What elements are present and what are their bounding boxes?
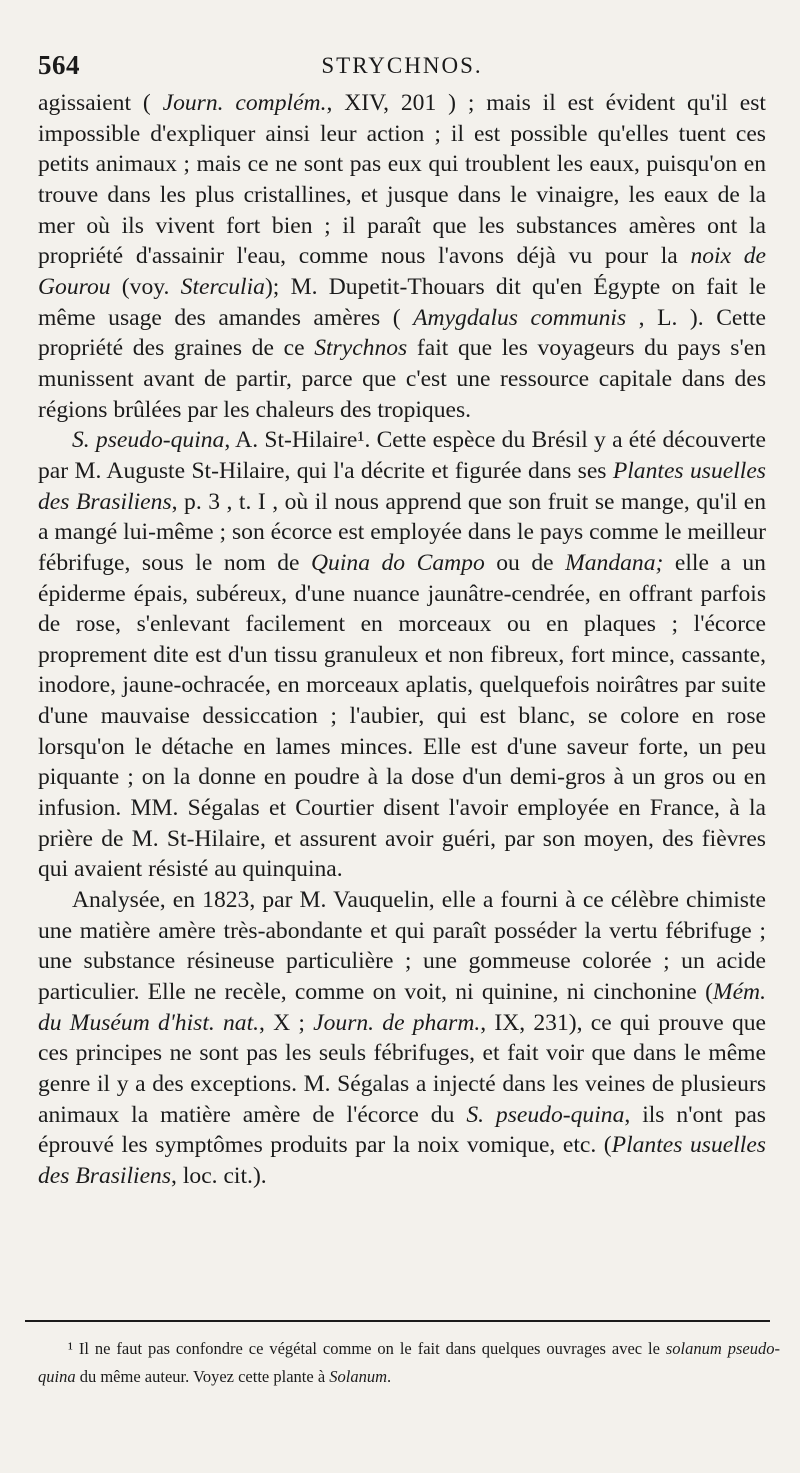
text-run: (voy. (110, 273, 181, 300)
italic-text: Mandana; (565, 549, 664, 576)
italic-text: S. pseudo-quina (72, 427, 225, 454)
body-text (38, 88, 766, 1192)
footnotes (38, 1335, 780, 1391)
text-run: , loc. cit.). (171, 1162, 267, 1189)
italic-text: Amygdalus communis (413, 304, 627, 331)
italic-text: Solanum (329, 1367, 388, 1386)
italic-text: S. pseudo-quina (466, 1101, 625, 1128)
text-run: fait que les voyageurs du pays s'en munissent avant de partir, parce que c'est une ressource capitale dans des régions brûlées par les chaleurs des tropiques. (38, 335, 766, 423)
paragraph (38, 88, 766, 425)
paragraph (38, 425, 766, 885)
text-run: , ils n'ont pas éprouvé les symptômes produits par la noix vomique, etc. ( (38, 1101, 766, 1159)
italic-text: Mém. du Muséum d'hist. nat. (38, 979, 766, 1036)
text-run: , p. 3 , t. I , où il nous apprend que son fruit se mange, qu'il en a mangé lui-même ; son écorce est employée dans le pays comme le meilleur fébrifuge, sous le nom de (38, 488, 766, 576)
text-run: Analysée, en 1823, par M. Vauquelin, elle a fourni à ce célèbre chimiste une matière amère très-abondante et qui paraît posséder la vertu fébrifuge ; une substance résineuse particulière ; une gommeuse colorée ; un acide particulier. Elle ne recèle, comme on voit, ni quinine, ni cinchonine ( (38, 887, 766, 1006)
text-run: elle a un épiderme épais, subéreux, d'une nuance jaunâtre-cendrée, en offrant parfois de rose, s'enlevant facilement en morceaux ou en plaques ; l'écorce proprement dite est d'un tissu granuleux et non fibreux, fort mince, cassante, inodore, jaune-ochracée, en morceaux aplatis, quelquefois noirâtres par suite d'une mauvaise dessiccation ; l'aubier, qui est blanc, se colore en rose lorsqu'on le détache en lames minces. Elle est d'une saveur forte, un peu piquante ; on la donne en poudre à la dose d'un demi-gros à un gros ou en infusion. MM. Ségalas et Courtier disent l'avoir employée en France, à la prière de M. St-Hilaire, et assurent avoir guéri, par son moyen, des fièvres qui avaient résisté au quinquina. (38, 549, 766, 883)
italic-text: Journ. de pharm. (313, 1009, 481, 1036)
italic-text: Plantes usuelles des Brasiliens (38, 457, 766, 515)
italic-text: Sterculia (180, 273, 265, 300)
text-run: , L. ). Cette propriété des graines de ce (38, 304, 766, 362)
footnote-divider (25, 1320, 770, 1322)
text-run: , A. St-Hilaire¹. Cette espèce du Brésil y a été découverte par M. Auguste St-Hilaire, qui l'a décrite et figurée dans ses (38, 427, 766, 484)
italic-text: solanum pseudo-quina (38, 1339, 780, 1386)
text-run: du même auteur. Voyez cette plante à (75, 1367, 330, 1386)
italic-text: Plantes usuelles des Brasiliens (38, 1132, 766, 1189)
text-run: ¹ Il ne faut pas confondre ce végétal comme on le fait dans quelques ouvrages avec le (68, 1339, 666, 1358)
text-run: , XIV, 201 ) ; mais il est évident qu'il est impossible d'expliquer ainsi leur action ; il est possible qu'elles tuent ces petits animaux ; mais ce ne sont pas eux qui troublent les eaux, puisqu'on en trouve dans les plus cristallines, et jusque dans le vinaigre, les eaux de la mer où ils vivent fort bien ; il paraît que les substances amères ont la propriété d'assainir l'eau, comme nous l'avons déjà vu pour la (38, 90, 766, 270)
italic-text: Quina do Campo (311, 549, 485, 576)
text-run: . (387, 1367, 392, 1386)
italic-text: Strychnos (314, 335, 408, 362)
page-header (38, 50, 766, 88)
text-run: ou de (484, 549, 566, 576)
book-page (38, 50, 766, 1192)
page-number: 564 (38, 50, 80, 80)
text-run: ); M. Dupetit-Thouars dit qu'en Égypte on fait le même usage des amandes amères ( (38, 273, 766, 331)
text-run: , IX, 231), ce qui prouve que ces principes ne sont pas les seuls fébrifuges, et fait voir que dans le même genre il y a des exceptions. M. Ségalas a injecté dans les veines de plusieurs animaux la matière amère de l'écorce du (38, 1009, 767, 1128)
running-head: STRYCHNOS. (321, 53, 483, 78)
italic-text: Journ. complém. (162, 90, 327, 116)
italic-text: noix de Gourou (38, 243, 766, 300)
paragraph (38, 885, 766, 1192)
text-run: agissaient ( (38, 90, 163, 116)
footnote (38, 1335, 780, 1391)
text-run: , X ; (259, 1009, 314, 1036)
